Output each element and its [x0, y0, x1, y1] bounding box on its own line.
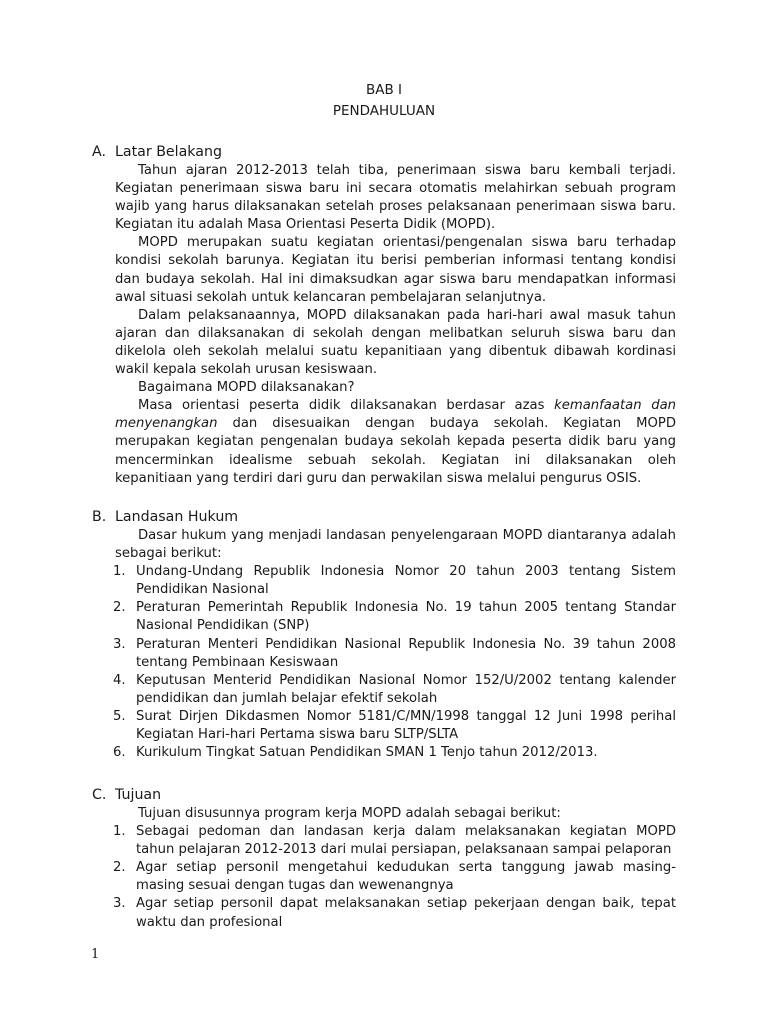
section-landasan-hukum: [92, 507, 676, 762]
list-item: [92, 599, 676, 635]
list-text: Keputusan Menterid Pendidikan Nasional Nomor 152/U/2002 tentang kalender pendidikan dan jumlah belajar efektif sekolah: [136, 672, 676, 706]
paragraph: MOPD merupakan suatu kegiatan orientasi/pengenalan siswa baru terhadap kondisi sekolah barunya. Kegiatan itu berisi pemberian informasi tentang kondisi dan budaya sekolah. Hal ini dimaksudkan agar siswa baru mendapatkan informasi awal situasi sekolah untuk kelancaran pembelajaran selanjutnya.: [115, 235, 676, 305]
list-number: 5.: [113, 708, 126, 724]
paragraph: Dalam pelaksanaannya, MOPD dilaksanakan pada hari-hari awal masuk tahun ajaran dan dilaksanakan di sekolah dengan melibatkan seluruh siswa baru dan dikelola oleh sekolah melalui suatu kepanitiaan yang dibentuk dibawah kordinasi wakil kepala sekolah urusan kesiswaan.: [115, 307, 676, 378]
list-number: 1.: [113, 564, 126, 580]
section-letter: C.: [92, 787, 107, 803]
list-text: Kurikulum Tingkat Satuan Pendidikan SMAN 1 Tenjo tahun 2012/2013.: [136, 745, 598, 761]
list-text: Agar setiap personil mengetahui kedudukan serta tanggung jawab masing-masing sesuai dengan tugas dan wewenangnya: [136, 860, 676, 894]
section-heading: [92, 507, 676, 527]
paragraph-emphasis: kemanfaatan dan menyenangkan: [115, 398, 677, 432]
list-number: 3.: [113, 896, 126, 912]
chapter-number: BAB I: [365, 82, 403, 98]
list-text: Sebagai pedoman dan landasan kerja dalam melaksanakan kegiatan MOPD tahun pelajaran 2012-2013 dari mulai persiapan, pelaksanaan sampai pelaporan: [136, 824, 676, 858]
list-text: Peraturan Menteri Pendidikan Nasional Republik Indonesia No. 39 tahun 2008 tentang Pembinaan Kesiswaan: [136, 636, 676, 670]
list-item: [92, 823, 676, 859]
list-text: Agar setiap personil dapat melaksanakan setiap pekerjaan dengan baik, tepat waktu dan profesional: [136, 896, 676, 930]
list-number: 6.: [113, 745, 126, 761]
paragraph: Bagaimana MOPD dilaksanakan?: [138, 380, 355, 396]
list-number: 3.: [113, 636, 126, 652]
list-number: 2.: [113, 600, 126, 616]
list-number: 4.: [113, 672, 126, 688]
paragraph-text: dan disesuaikan dengan budaya sekolah. Kegiatan MOPD merupakan kegiatan pengenalan budaya sekolah kepada peserta didik baru yang mencerminkan idealisme sebuah sekolah. Kegiatan ini dilaksanakan oleh kepanitiaan yang terdiri dari guru dan perwakilan siswa melalui pengurus OSIS.: [115, 416, 676, 486]
objectives-list: [92, 823, 676, 932]
section-title: Latar Belakang: [115, 144, 222, 160]
section-latar-belakang: [92, 142, 676, 488]
list-item: [92, 895, 676, 931]
page-number: 1: [91, 947, 100, 962]
list-number: 1.: [113, 824, 126, 840]
section-title: Tujuan: [115, 787, 162, 803]
section-tujuan: [92, 785, 676, 932]
list-item: [92, 859, 676, 895]
paragraph: Tahun ajaran 2012-2013 telah tiba, penerimaan siswa baru kembali terjadi. Kegiatan penerimaan siswa baru ini secara otomatis melahirkan sebuah program wajib yang harus dilaksanakan setelah proses pelaksanaan penerimaan siswa baru. Kegiatan itu adalah Masa Orientasi Peserta Didik (MOPD).: [115, 163, 676, 233]
list-item: [92, 744, 676, 762]
list-text: Undang-Undang Republik Indonesia Nomor 20 tahun 2003 tentang Sistem Pendidikan Nasional: [136, 564, 676, 598]
paragraph-text: Masa orientasi peserta didik dilaksanakan berdasar azas: [138, 398, 555, 414]
chapter-title: PENDAHULUAN: [332, 103, 436, 119]
list-number: 2.: [113, 860, 126, 876]
legal-basis-list: [92, 563, 676, 762]
paragraph: Dasar hukum yang menjadi landasan penyelengaraan MOPD diantaranya adalah sebagai berikut:: [115, 528, 676, 562]
list-text: Surat Dirjen Dikdasmen Nomor 5181/C/MN/1998 tanggal 12 Juni 1998 perihal Kegiatan Hari-hari Pertama siswa baru SLTP/SLTA: [136, 708, 676, 743]
list-item: [92, 672, 676, 708]
section-heading: [92, 785, 676, 805]
section-title: Landasan Hukum: [115, 509, 239, 525]
list-item: [92, 563, 676, 599]
list-item: [92, 708, 676, 744]
list-text: Peraturan Pemerintah Republik Indonesia No. 19 tahun 2005 tentang Standar Nasional Pendidikan (SNP): [136, 600, 676, 634]
list-item: [92, 636, 676, 672]
section-letter: A.: [92, 144, 106, 160]
paragraph: Tujuan disusunnya program kerja MOPD adalah sebagai berikut:: [138, 806, 561, 821]
paragraph: [115, 397, 676, 487]
section-letter: B.: [92, 509, 107, 525]
section-heading: [92, 142, 676, 162]
chapter-header: [0, 80, 768, 122]
